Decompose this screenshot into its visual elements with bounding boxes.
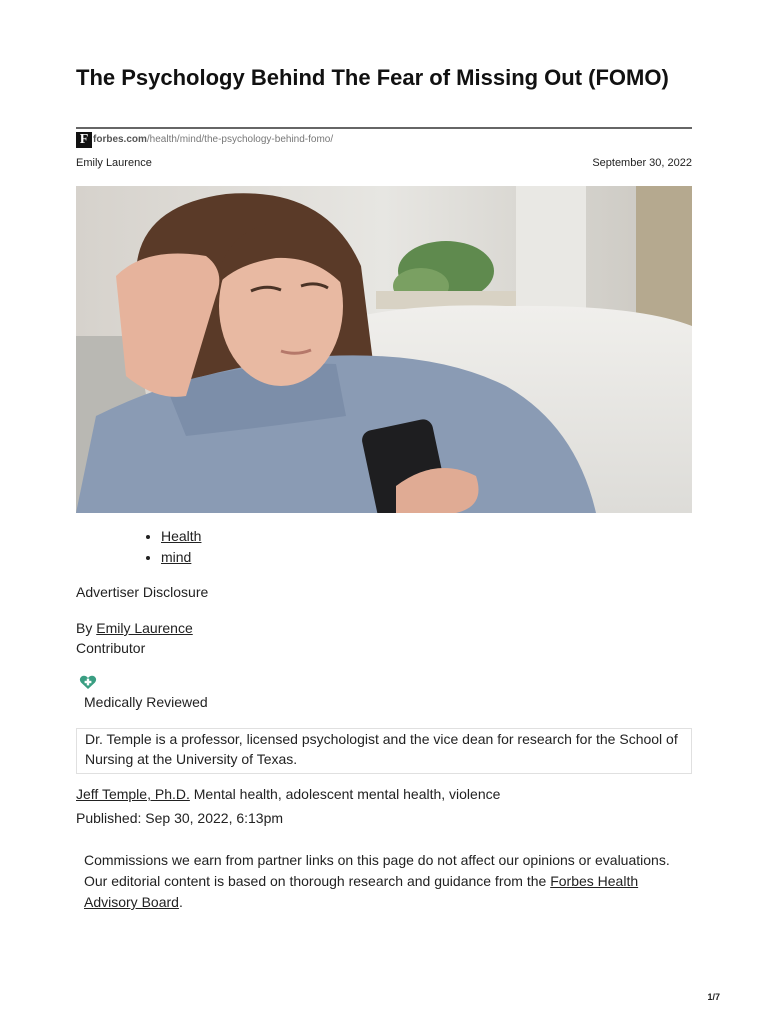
- commission-disclosure: [84, 850, 692, 913]
- source-domain: forbes.com: [93, 134, 147, 145]
- advertiser-disclosure[interactable]: Advertiser Disclosure: [76, 584, 209, 600]
- medically-reviewed-label: Medically Reviewed: [84, 694, 208, 710]
- advisory-board-link[interactable]: Forbes Health Advisory Board: [84, 873, 639, 910]
- hero-image: [76, 186, 692, 513]
- disclosure-suffix: .: [178, 894, 183, 910]
- published-date: Published: Sep 30, 2022, 6:13pm: [76, 810, 284, 826]
- header-date: September 30, 2022: [592, 157, 692, 169]
- header-author: Emily Laurence: [76, 157, 152, 169]
- reviewer-specialty: Mental health, adolescent mental health, violence: [193, 786, 501, 802]
- title-divider: [76, 127, 692, 129]
- page-number: 1/7: [707, 992, 720, 1002]
- tag-mind-link[interactable]: mind: [161, 549, 192, 565]
- forbes-logo-icon: F: [76, 132, 92, 148]
- byline-role: Contributor: [76, 640, 146, 656]
- medical-badge-icon: [79, 675, 97, 690]
- reviewer-bio: Dr. Temple is a professor, licensed psychologist and the vice dean for research for the School of Nursing at the University of Texas.: [76, 728, 692, 774]
- page-title: The Psychology Behind The Fear of Missing Out (FOMO): [76, 65, 669, 90]
- tag-list: [143, 526, 201, 568]
- byline: [76, 618, 193, 638]
- tag-health-link[interactable]: Health: [161, 528, 202, 544]
- byline-prefix: By: [76, 620, 93, 636]
- source-path: /health/mind/the-psychology-behind-fomo/: [146, 134, 334, 145]
- byline-author-link[interactable]: Emily Laurence: [96, 620, 193, 636]
- list-item: [161, 547, 201, 568]
- list-item: [161, 526, 201, 547]
- reviewer-link[interactable]: Jeff Temple, Ph.D.: [76, 786, 190, 802]
- disclosure-text: Commissions we earn from partner links on this page do not affect our opinions or evaluations. Our editorial content is based on thorough research and guidance from the: [84, 852, 670, 889]
- reviewer-line: [76, 784, 500, 804]
- source-url[interactable]: [76, 132, 333, 148]
